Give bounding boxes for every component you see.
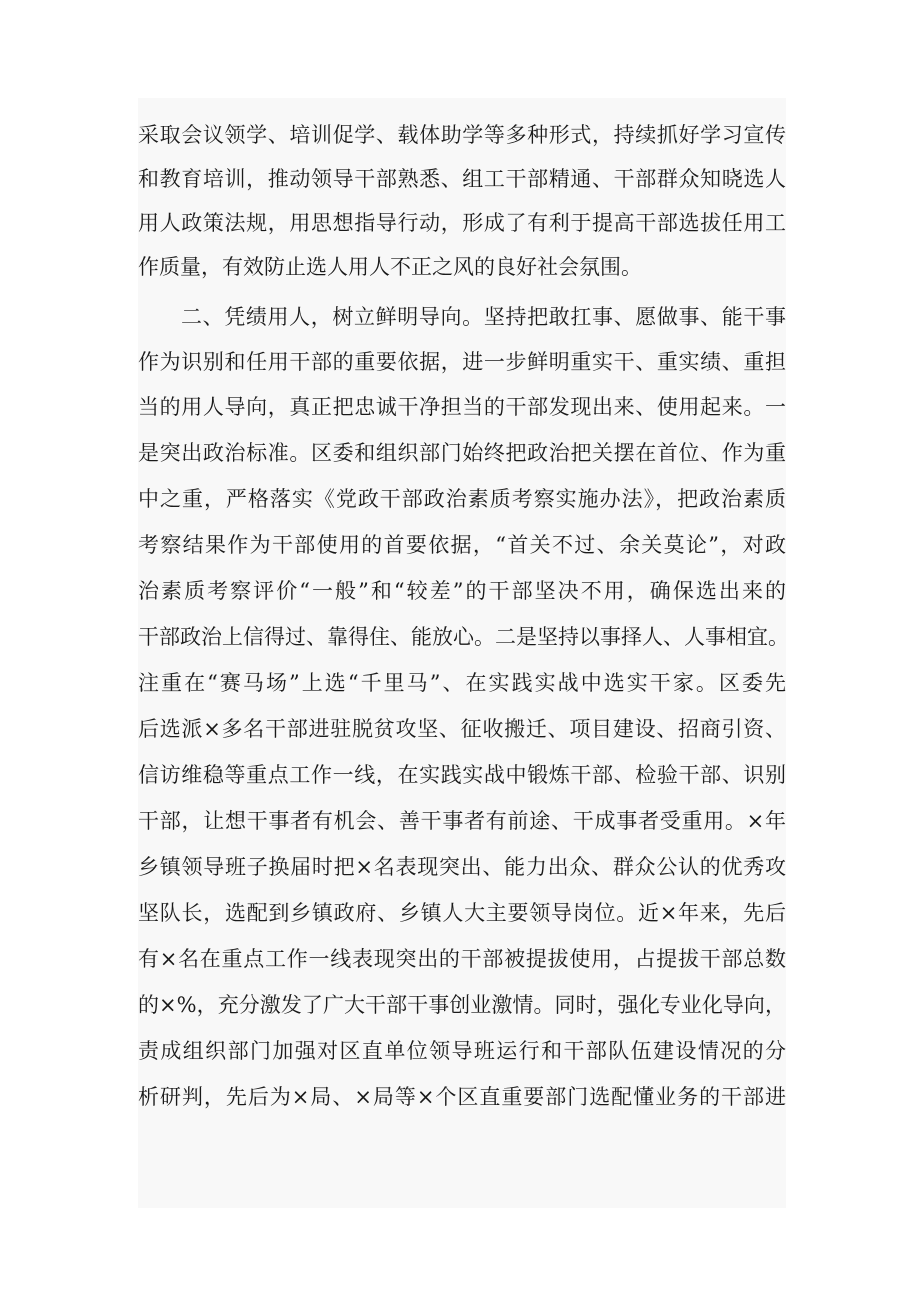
text-line: 注重在“赛马场”上选“千里马”、在实践实战中选实干家。区委先 — [138, 671, 786, 695]
text-line: 用人政策法规，用思想指导行动，形成了有利于提高干部选拔任用工 — [138, 211, 786, 235]
document-page — [138, 98, 789, 1208]
text-line: 责成组织部门加强对区直单位领导班运行和干部队伍建设情况的分 — [138, 1039, 786, 1063]
text-line: 干部政治上信得过、靠得住、能放心。二是坚持以事择人、人事相宜。 — [138, 625, 789, 649]
text-line: 坚队长，选配到乡镇政府、乡镇人大主要领导岗位。近×年来，先后 — [138, 901, 786, 925]
text-line: 干部，让想干事者有机会、善干事者有前途、干成事者受重用。×年 — [138, 809, 786, 833]
text-line: 当的用人导向，真正把忠诚干净担当的干部发现出来、使用起来。一 — [138, 395, 786, 419]
text-line: 采取会议领学、培训促学、载体助学等多种形式，持续抓好学习宣传 — [138, 123, 786, 147]
text-line: 作质量，有效防止选人用人不正之风的良好社会氛围。 — [138, 255, 642, 279]
text-line: 和教育培训，推动领导干部熟悉、组工干部精通、干部群众知晓选人 — [138, 167, 786, 191]
text-line: 乡镇领导班子换届时把×名表现突出、能力出众、群众公认的优秀攻 — [138, 855, 786, 879]
text-line: 后选派×多名干部进驻脱贫攻坚、征收搬迁、项目建设、招商引资、 — [138, 717, 786, 741]
text-line: 考察结果作为干部使用的首要依据，“首关不过、余关莫论”，对政 — [138, 533, 786, 557]
text-line: 的×%，充分激发了广大干部干事创业激情。同时，强化专业化导向， — [138, 993, 786, 1017]
paragraph-start-line: 二、凭绩用人，树立鲜明导向。坚持把敢扛事、愿做事、能干事 — [181, 305, 786, 329]
text-line: 作为识别和任用干部的重要依据，进一步鲜明重实干、重实绩、重担 — [138, 350, 786, 374]
text-line: 中之重，严格落实《党政干部政治素质考察实施办法》，把政治素质 — [138, 487, 786, 511]
text-line: 信访维稳等重点工作一线，在实践实战中锻炼干部、检验干部、识别 — [138, 763, 786, 787]
text-line: 是突出政治标准。区委和组织部门始终把政治把关摆在首位、作为重 — [138, 441, 786, 465]
text-line: 治素质考察评价“一般”和“较差”的干部坚决不用，确保选出来的 — [138, 579, 786, 603]
text-line: 析研判，先后为×局、×局等×个区直重要部门选配懂业务的干部进 — [138, 1085, 786, 1109]
text-line: 有×名在重点工作一线表现突出的干部被提拔使用，占提拔干部总数 — [138, 947, 786, 971]
